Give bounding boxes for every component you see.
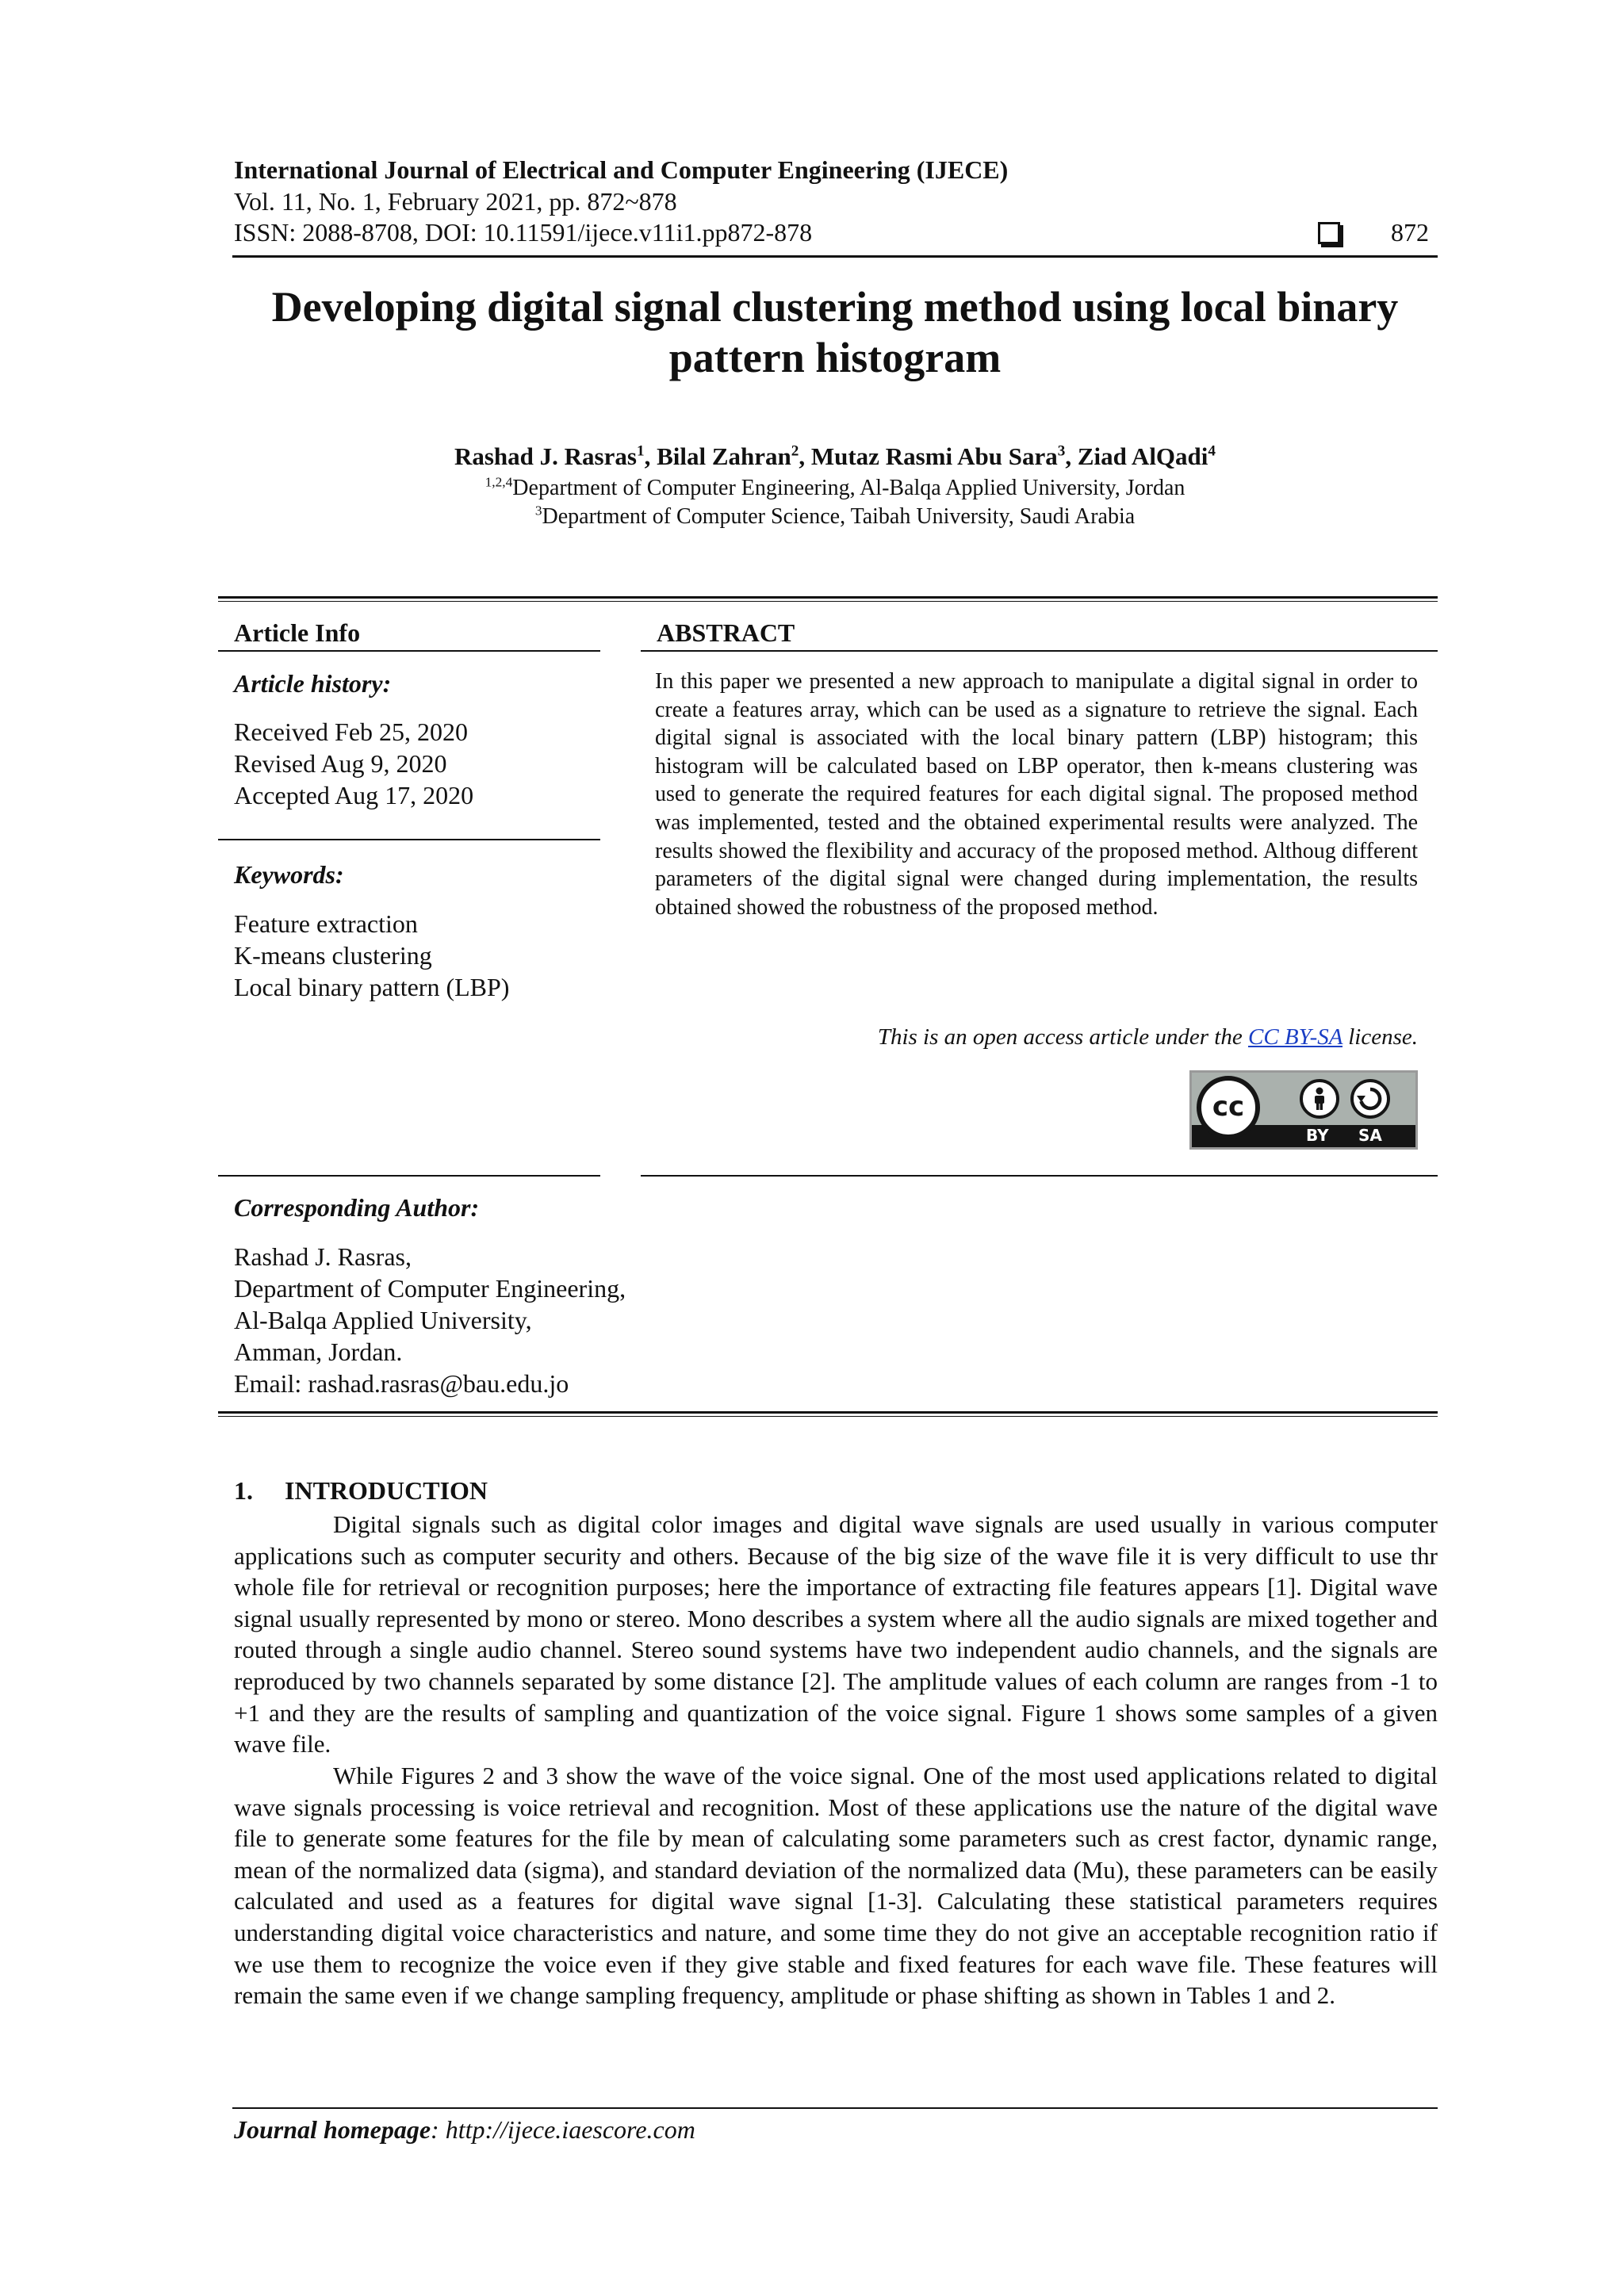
author-email-line: Email: rashad.rasras@bau.edu.jo: [234, 1369, 569, 1398]
license-text-after: license.: [1342, 1024, 1418, 1050]
keywords-heading: Keywords:: [234, 860, 344, 889]
abstract-underline: [641, 650, 1438, 652]
author-sup: 2: [791, 442, 799, 460]
history-received: Received Feb 25, 2020: [234, 718, 469, 746]
affiliation-text: Department of Computer Science, Taibah University, Saudi Arabia: [542, 504, 1136, 529]
attribution-person-icon: [1300, 1079, 1339, 1119]
open-access-note: [655, 1024, 1418, 1050]
footer-divider: [232, 2107, 1438, 2109]
article-history-heading: Article history:: [234, 669, 392, 698]
article-info-underline: [218, 650, 600, 652]
introduction-heading: 1. INTRODUCTION: [234, 1476, 488, 1505]
abstract-heading: ABSTRACT: [657, 618, 795, 647]
corresponding-author-details: [234, 1241, 626, 1399]
author-name: Mutaz Rasmi Abu Sara: [810, 442, 1058, 470]
abstract-text: In this paper we presented a new approach to manipulate a digital signal in order to create a features array, which can be used as a signature to retrieve the signal. Each digital signal is associated with the local binary pattern (LBP) histogram; this histogram will be calculated based on LBP operator, then k-means clustering was used to generate the required features for each digital signal. The proposed method was implemented, tested and the obtained experimental results were analyzed. The results showed the flexibility and accuracy of the proposed method. Althoug different parameters of the digital signal were changed during implementation, the results obtained showed the robustness of the proposed method.: [655, 669, 1418, 920]
author-sup: 1: [636, 442, 645, 460]
affiliation-sup: 1,2,4: [485, 474, 513, 490]
introduction-paragraph-2: [234, 1760, 1438, 2011]
history-divider: [218, 839, 600, 840]
keyword-item: K-means clustering: [234, 941, 432, 970]
affiliation-sup: 3: [534, 503, 542, 519]
keywords-list: [234, 908, 509, 1003]
history-accepted: Accepted Aug 17, 2020: [234, 781, 474, 809]
checkbox-square-icon: [1318, 222, 1340, 244]
license-text-before: This is an open access article under the: [877, 1024, 1248, 1050]
badge-by-label: BY: [1306, 1126, 1329, 1145]
keywords-divider: [218, 1175, 600, 1177]
page-number: 872: [1391, 218, 1429, 247]
author-city-line: Amman, Jordan.: [234, 1337, 403, 1366]
keyword-item: Feature extraction: [234, 909, 418, 938]
author-list: Rashad J. Rasras$^1$, Bilal Zahran$^2$, Mutaz Rasmi Abu Sara$^3$, Ziad AlQadi$^4$: [454, 442, 1216, 470]
affiliation-1: [232, 476, 1438, 501]
author-name-line: Rashad J. Rasras,: [234, 1242, 412, 1271]
author-university-line: Al-Balqa Applied University,: [234, 1306, 532, 1334]
share-alike-icon: [1350, 1079, 1390, 1119]
article-history: [234, 716, 473, 811]
info-box-bottom-rule: [218, 1411, 1438, 1417]
info-box-top-rule: [218, 596, 1438, 602]
paragraph-text: While Figures 2 and 3 show the wave of the voice signal. One of the most used applications related to digital wave signals processing is voice retrieval and recognition. Most of these applications use the nature of the digital wave file to generate some features for the file by mean of calculating some parameters such as crest factor, dynamic range, mean of the normalized data (sigma), and standard deviation of the normalized data (Mu), these parameters can be easily calculated and used as a features for digital wave signal [1-3]. Calculating these statistical parameters requires understanding digital voice characteristics and nature, and some time they do not give an acceptable recognition ratio if we use them to recognize the voice even if they give stable and fixed features for each wave file. These features will remain the same even if we change sampling frequency, amplitude or phase shifting as shown in Tables 1 and 2.: [234, 1762, 1438, 2010]
author-sup: 3: [1057, 442, 1066, 460]
author-name: Ziad AlQadi: [1077, 442, 1208, 470]
homepage-url[interactable]: : http://ijece.iaescore.com: [431, 2115, 695, 2144]
author-name: Rashad J. Rasras: [454, 442, 637, 470]
affiliation-2: [232, 504, 1438, 530]
homepage-label: Journal homepage: [234, 2115, 431, 2144]
journal-name: International Journal of Electrical and Computer Engineering (IJECE): [234, 155, 1009, 184]
badge-sa-label: SA: [1358, 1126, 1382, 1145]
paper-title: Developing digital signal clustering method using local binary pattern histogram: [271, 283, 1399, 381]
journal-issn-doi: ISSN: 2088-8708, DOI: 10.11591/ijece.v11i1.pp872-878: [234, 218, 813, 247]
header-divider: [232, 255, 1438, 258]
author-department-line: Department of Computer Engineering,: [234, 1274, 626, 1303]
history-revised: Revised Aug 9, 2020: [234, 749, 447, 778]
article-info-heading: Article Info: [234, 618, 361, 647]
journal-homepage: [234, 2115, 695, 2145]
keyword-item: Local binary pattern (LBP): [234, 973, 510, 1001]
license-link[interactable]: CC BY-SA: [1248, 1024, 1342, 1050]
journal-volume: Vol. 11, No. 1, February 2021, pp. 872~878: [234, 187, 677, 216]
affiliation-text: Department of Computer Engineering, Al-Balqa Applied University, Jordan: [512, 476, 1185, 500]
introduction-paragraph-1: [234, 1509, 1438, 1760]
abstract-bottom-rule: [641, 1175, 1438, 1177]
author-name: Bilal Zahran: [657, 442, 791, 470]
author-sup: 4: [1208, 442, 1216, 460]
paragraph-text: Digital signals such as digital color images and digital wave signals are used usually in various computer applications such as computer security and others. Because of the big size of the wave file it is very difficult to use thr whole file for retrieval or recognition purposes; here the importance of extracting file features appears [1]. Digital wave signal usually represented by mono or stereo. Mono describes a system where all the audio signals are mixed together and routed through a single audio channel. Stereo sound systems have two independent audio channels, and the signals are reproduced by two channels separated by some distance [2]. The amplitude values of each column are ranges from -1 to +1 and they are the results of sampling and quantization of the voice signal. Figure 1 shows some samples of a given wave file.: [234, 1510, 1438, 1758]
cc-by-sa-badge[interactable]: [1189, 1070, 1418, 1150]
cc-logo-icon: cc: [1197, 1076, 1260, 1139]
corresponding-author-heading: Corresponding Author:: [234, 1193, 480, 1222]
